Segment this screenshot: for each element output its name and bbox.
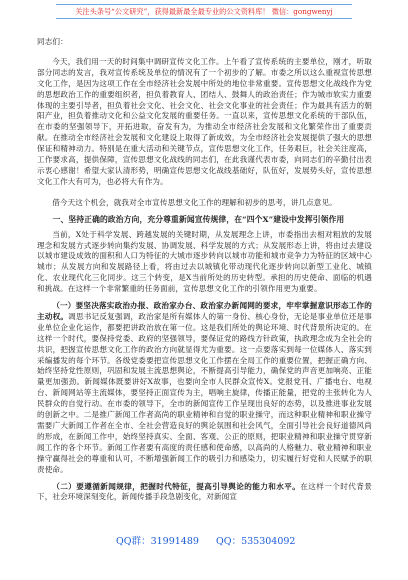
subsection-1: [37, 301, 372, 476]
document-footer: [0, 535, 408, 549]
footer-qq-group: QQ群：31991489: [116, 536, 199, 547]
section-heading-1: 一、坚持正确的政治方向，充分尊重新闻宣传规律，在“四个X”建设中发挥引领作用: [52, 214, 345, 224]
paragraph-intro: 今天，我们用一天的时间集中调研宣传文化工作。上午看了宣传系统的主要单位，刚才，听取部分同志的发言，我对宣传系统及单位的情况有了一个初步的了解。市委之所以这么重视宣传思想文化工作，是因为这项工作在全市经济社会发展中所处的地位非常重要。宣传思想文化战线作为党的思想政治工作的重要组织者，担负着教育人、团结人、鼓舞人的政治责任；作为城市软实力重要体现的主要引导者，担负着社会文化、社会文化、社会文化事业的社会责任；作为最具有活力的朝阳产业，担负着推动文化和公益文化发展的重要任务。一直以来，宣传思想文化系统的干部队伍，在市委的坚强领导下，开拓进取，奋发有为，为推动全市经济社会发展和文化繁荣作出了重要贡献。在推动全市经济社会发展和文化建设上取得了新成效，为全市经济社会发展提供了强大的思想保证和精神动力。特别是在重大活动和关键节点，宣传思想文化工作，任务艰巨，社会关注度高，工作要求高，提供保障，宣传思想文化战线的同志们，在此我谨代表市委，向同志们的辛勤付出表示衷心感谢！希望大家认清形势，明确宣传思想文化战线基础好，队伍好，发展势头好，宣传思想文化工作大有可为，也必将大有作为。: [37, 56, 372, 186]
footer-qq: QQ：535304092: [216, 536, 296, 547]
paragraph-context: 当前，X处于科学发展、跨越发展的关键时期，从发展理念上讲，市委指出去相对粗放的发展理念和发展方式逐步转向集约发展、协调发展、科学发展的方式；从发展形态上讲，将由过去建设以城市建设成效的面积和人口为特征的大城市逐步转向以城市功能和城市竞争力为特征的区域中心城市；从发展方向和发展路径上看，将由过去以城镇化带动现代化逐步转向以新型工业化、城镇化、农业现代化三化同步。这三个转变，是X当前所处的历史转型。承担的历史使命、面临的机遇和挑战。在这样一个非常繁重的任务面前，宣传思想文化工作的引领作用更为重要。: [37, 229, 372, 294]
paragraph-opening-remark: 借今天这个机会，就我对全市宣传思想文化工作的理解和初步的思考，讲几点意见。: [52, 197, 337, 207]
salutation: 同志们：: [37, 37, 68, 46]
document-body: [37, 37, 372, 503]
subsection-2: [37, 482, 372, 504]
banner-text: 关注头条号“公文研究”，获得最新最全最专业的公文资料库！ 微信：gongwenyj: [75, 7, 333, 16]
subsection-2-title: （二）要遵循新闻规律，把握时代特征，提高引导舆论的能力和水平。: [52, 481, 301, 491]
subsection-1-text: 凋思书记反复强调，政治家是所有媒体人的第一身份、核心身份，无论是事业单位还是事业单位企业化运作，都要把讲政治放在第一位。这是我们所处的舆论环境、时代背景所决定的。在这样一个时代，要保持党委、政府的坚强领导，要保证党的路线方针政策，执政理念成为全社会的共识，把握宣传思想文化工作的政治方向就显得尤为重要。这一点要落实到每一位媒体人、落实到采编播发的每个环节。各级党委要把宣传思想文化工作摆在全局工作的重要位置，把握正确方向、始终坚持党性原则，巩固和发展主流思想舆论，不断提高引导能力，确保党的声音更加响亮、正能量更加强劲。新闻媒体既要讲好X故事，也要向全市人民群众宣传X。党报党刊、广播电台、电视台、新闻网站等主流媒体，要坚持正面宣传为主，唱响主旋律，传播正能量，把党的主张转化为人民群众的自觉行动。在市委的领导下，全市的新闻宣传工作呈现出良好的态势，以及推进事业发展的创新之中。二是推广新闻工作者高尚的职业精神和自觉的职业操守，而这种职业精神和职业操守需要广大新闻工作者在全市、全社会营造良好的舆论氛围和社会风气，全面引导社会良好道德风尚的形成，在新闻工作中，始终坚持真实、全面、客观、公正的原则，把职业精神和职业操守贯穿新闻工作的各个环节。新闻工作者要有高度的责任感和使命感，以高尚的人格魅力、敬业精神和职业操守赢得社会的尊重和认可，不断增强新闻工作的吸引力和感染力，切实履行好党和人民赋予的职责使命。: [37, 311, 372, 474]
subsection-1-title: （一）要坚决落实政治办报、政治家办台、政治家办新闻网的要求，牢牢掌握意识形态工作的主动权。: [37, 301, 372, 321]
document-header-banner: [56, 4, 352, 19]
subsection-2-text: 在这样一个时代背景下，社会环境深刻变化，新闻传播手段急剧变化，对新闻宣: [37, 481, 372, 502]
